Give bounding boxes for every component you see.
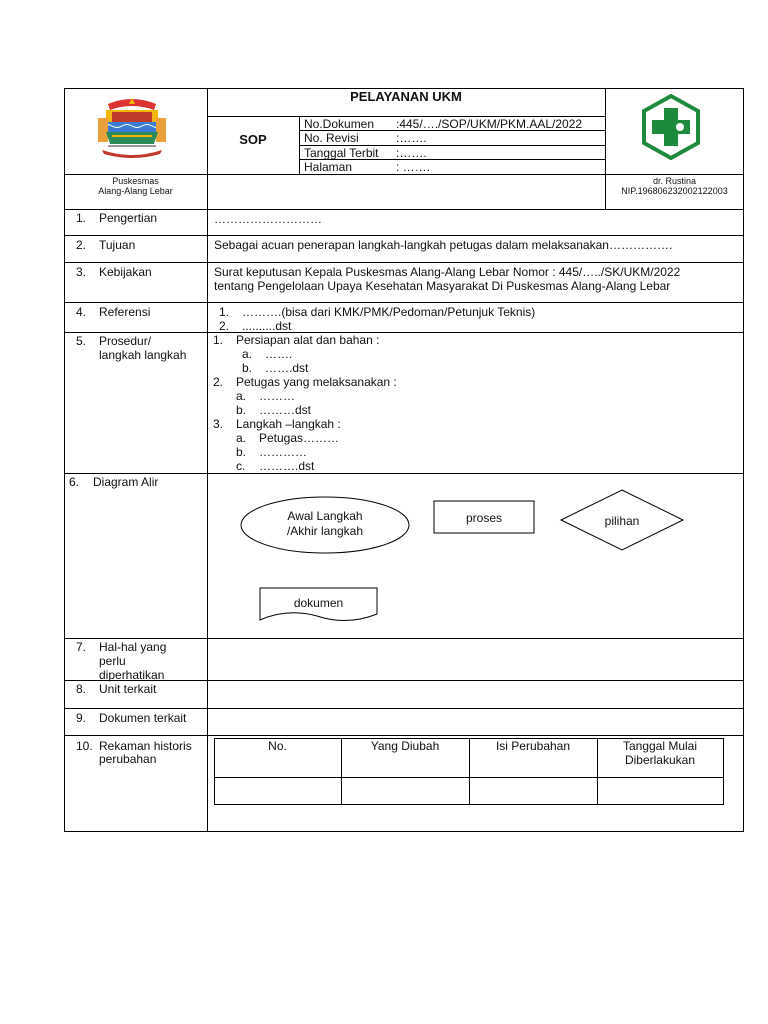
section-label-pengertian: Pengertian: [99, 211, 158, 225]
sub-step-text: Petugas………: [259, 431, 340, 445]
terminator-label-1: Awal Langkah: [287, 509, 363, 523]
step-text: Langkah –langkah :: [236, 417, 341, 431]
document-label: dokumen: [293, 596, 344, 610]
org-name-2: Alang-Alang Lebar: [98, 186, 173, 196]
step-number: 3.: [213, 417, 224, 431]
section-label-rekaman-1: Rekaman historis: [99, 739, 192, 753]
section-label-dokumen: Dokumen terkait: [99, 711, 187, 725]
section-label-hal-3: diperhatikan: [99, 668, 165, 682]
sub-step-text: …….: [265, 347, 293, 361]
doc-info-label: No.Dokumen: [304, 117, 375, 131]
table-header: Isi Perubahan: [495, 739, 571, 753]
org-name-1: Puskesmas: [112, 176, 159, 186]
section-number: 4.: [76, 305, 87, 319]
section-number: 9.: [76, 711, 87, 725]
tujuan-content: Sebagai acuan penerapan langkah-langkah petugas dalam melaksanakan…………….: [214, 238, 673, 252]
list-item: ..........dst: [242, 319, 292, 333]
section-label-hal-1: Hal-hal yang: [99, 640, 167, 654]
doc-info-label: Tanggal Terbit: [304, 146, 379, 160]
sub-step-letter: a.: [236, 389, 247, 403]
process-label: proses: [465, 511, 503, 525]
list-item: ……….(bisa dari KMK/PMK/Pedoman/Petunjuk Teknis): [242, 305, 536, 319]
list-item-number: 1.: [219, 305, 230, 319]
section-number: 5.: [76, 334, 87, 348]
step-number: 1.: [213, 333, 224, 347]
sub-step-text: ………dst: [259, 403, 312, 417]
table-header: Tanggal Mulai: [622, 739, 698, 753]
sub-step-text: ………: [259, 389, 295, 403]
terminator-label-2: /Akhir langkah: [286, 524, 364, 538]
sub-step-letter: b.: [236, 403, 247, 417]
kebijakan-content-line-2: tentang Pengelolaan Upaya Kesehatan Masyarakat Di Puskesmas Alang-Alang Lebar: [214, 279, 671, 293]
doc-info-label: Halaman: [304, 160, 353, 174]
table-header: Diberlakukan: [624, 753, 696, 767]
signer-nip: NIP.196806232002122003: [621, 186, 728, 196]
sub-step-text: …….dst: [265, 361, 309, 375]
section-number: 10.: [76, 739, 93, 753]
table-header: No.: [268, 739, 287, 753]
table-header: Yang Diubah: [370, 739, 440, 753]
section-label-kebijakan: Kebijakan: [99, 265, 152, 279]
doc-info-value: : …….: [396, 160, 431, 174]
decision-label: pilihan: [604, 514, 640, 528]
doc-info-value: :445/…./SOP/UKM/PKM.AAL/2022: [396, 117, 583, 131]
section-label-diagram: Diagram Alir: [93, 475, 159, 489]
section-label-referensi: Referensi: [99, 305, 151, 319]
step-number: 2.: [213, 375, 224, 389]
step-text: Petugas yang melaksanakan :: [236, 375, 397, 389]
sop-label: SOP: [239, 132, 267, 147]
puskesmas-logo: [640, 94, 702, 160]
doc-info-value: :…….: [396, 131, 427, 145]
page-title: PELAYANAN UKM: [350, 89, 462, 104]
section-label-unit: Unit terkait: [99, 682, 157, 696]
section-number: 8.: [76, 682, 87, 696]
section-number: 6.: [69, 475, 80, 489]
doc-info-value: :…….: [396, 146, 427, 160]
sub-step-letter: a.: [242, 347, 253, 361]
flowchart-legend: [207, 474, 743, 638]
section-label-rekaman-2: perubahan: [99, 752, 157, 766]
sub-step-letter: b.: [236, 445, 247, 459]
sub-step-text: ……….dst: [259, 459, 315, 473]
sub-step-letter: a.: [236, 431, 247, 445]
section-number: 2.: [76, 238, 87, 252]
sub-step-letter: c.: [236, 459, 246, 473]
city-logo: [92, 96, 172, 162]
list-item-number: 2.: [219, 319, 230, 333]
sub-step-text: …………: [259, 445, 307, 459]
signer-name: dr. Rustina: [652, 176, 697, 186]
section-number: 3.: [76, 265, 87, 279]
doc-info-label: No. Revisi: [304, 131, 359, 145]
step-text: Persiapan alat dan bahan :: [236, 333, 380, 347]
section-number: 7.: [76, 640, 87, 654]
pengertian-content: ………………………: [214, 212, 322, 226]
kebijakan-content-line-1: Surat keputusan Kepala Puskesmas Alang-Alang Lebar Nomor : 445/…../SK/UKM/2022: [214, 265, 681, 279]
sub-step-letter: b.: [242, 361, 253, 375]
section-label-hal-2: perlu: [99, 654, 126, 668]
section-label-tujuan: Tujuan: [99, 238, 136, 252]
section-label-prosedur-2: langkah langkah: [99, 348, 187, 362]
section-number: 1.: [76, 211, 87, 225]
section-label-prosedur-1: Prosedur/: [99, 334, 152, 348]
